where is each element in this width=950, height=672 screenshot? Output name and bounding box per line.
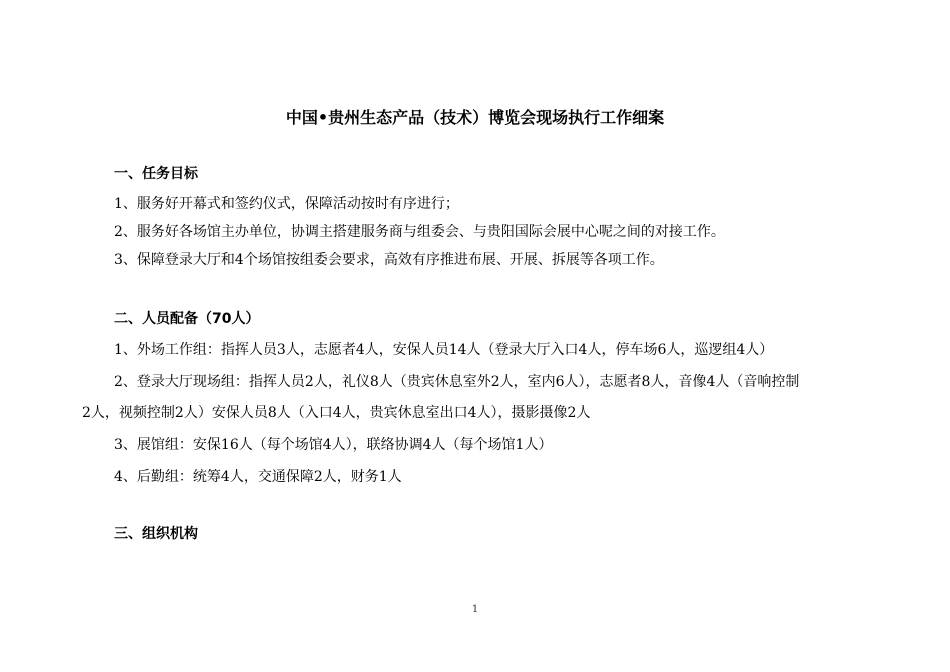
goal-item-3: 3、保障登录大厅和4个场馆按组委会要求，高效有序推进布展、开展、拆展等各项工作。 [114, 252, 664, 268]
section-heading-organization: 三、组织机构 [114, 526, 198, 542]
staffing-item-2-continued: 2人，视频控制2人）安保人员8人（入口4人，贵宾休息室出口4人），摄影摄像2人 [82, 405, 591, 421]
goal-item-2: 2、服务好各场馆主办单位，协调主搭建服务商与组委会、与贵阳国际会展中心呢之间的对接工作。 [114, 224, 725, 240]
section-heading-staffing: 二、人员配备（70人） [114, 311, 260, 327]
staffing-item-4: 4、后勤组：统筹4人，交通保障2人，财务1人 [114, 469, 402, 485]
page-number: 1 [471, 604, 479, 615]
section-heading-goals: 一、任务目标 [114, 166, 198, 182]
staffing-item-1: 1、外场工作组：指挥人员3人，志愿者4人，安保人员14人（登录大厅入口4人，停车场6人，巡逻组4人） [114, 342, 774, 358]
document-title: 中国•贵州生态产品（技术）博览会现场执行工作细案 [285, 108, 665, 127]
staffing-item-3: 3、展馆组：安保16人（每个场馆4人），联络协调4人（每个场馆1人） [114, 437, 553, 453]
goal-item-1: 1、服务好开幕式和签约仪式，保障活动按时有序进行； [114, 196, 459, 212]
staffing-item-2: 2、登录大厅现场组：指挥人员2人，礼仪8人（贵宾休息室外2人，室内6人），志愿者8人，音像4人（音响控制 [114, 374, 800, 390]
